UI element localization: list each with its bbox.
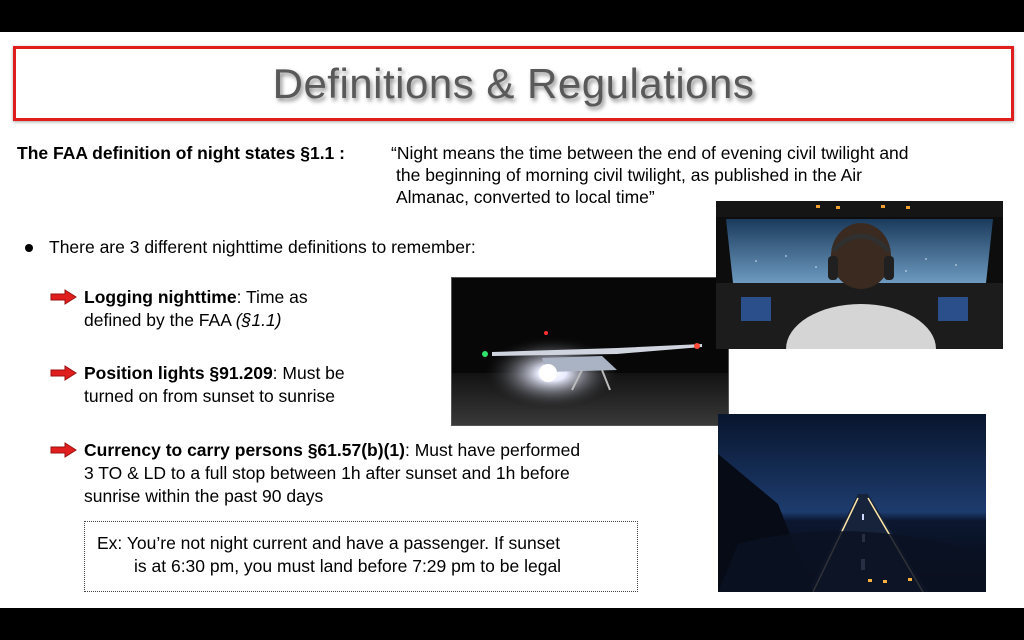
item-desc: : Time as [236,287,308,307]
bullet-dot-icon [25,244,33,252]
item-desc: : Must have performed [404,440,581,460]
item-reference: (§1.1) [235,310,282,330]
night-plane-photo [451,277,729,426]
slide-title: Definitions & Regulations [272,59,755,107]
red-arrow-icon [50,442,77,458]
item-desc: : Must be [272,363,345,383]
runway-dusk-photo [718,414,986,592]
quote-line-2: the beginning of morning civil twilight, as published in the Air [396,165,862,185]
red-arrow-icon [50,365,77,381]
item-desc: 3 TO & LD to a full stop between 1h after sunset and 1h before [84,463,570,483]
definition-quote [391,142,1001,208]
bullet-intro [25,237,476,258]
quote-line-1: “Night means the time between the end of evening civil twilight and [391,143,909,163]
item-title: Position lights §91.209 [84,363,273,383]
example-line-1: Ex: You’re not night current and have a passenger. If sunset [97,533,561,553]
item-desc: defined by the FAA [84,310,236,330]
red-arrow-icon [50,289,77,305]
item-title: Currency to carry persons §61.57(b)(1) [84,440,405,460]
example-box [84,521,638,592]
item-desc: sunrise within the past 90 days [84,486,324,506]
item-title: Logging nighttime [84,287,237,307]
item-desc: turned on from sunset to sunrise [84,386,335,406]
definition-label: The FAA definition of night states §1.1 : [17,143,345,163]
title-box [13,46,1014,121]
pilot-cockpit-photo [716,201,1003,349]
bullet-text: There are 3 different nighttime definitions to remember: [49,237,476,257]
slide [0,32,1024,608]
quote-line-3: Almanac, converted to local time” [396,187,655,207]
example-line-2: is at 6:30 pm, you must land before 7:29 pm to be legal [134,556,562,576]
